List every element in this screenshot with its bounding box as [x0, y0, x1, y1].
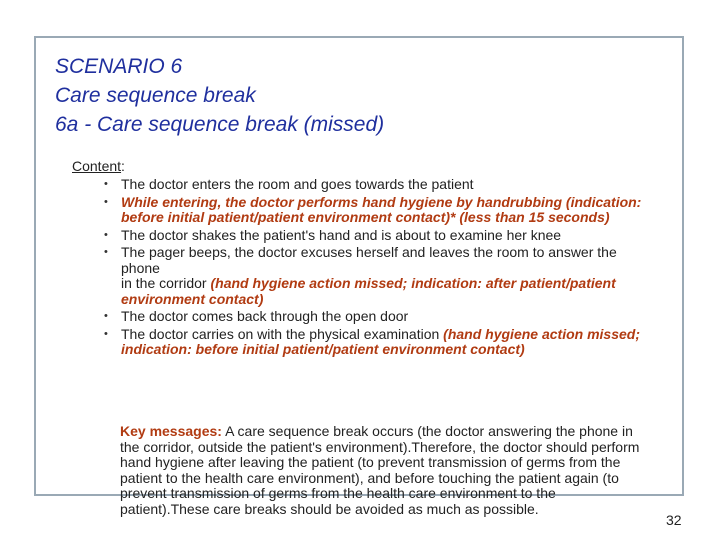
bullet-text-4-note: (hand hygiene action missed; indication: after patient/patient environment contact)	[121, 275, 616, 307]
content-heading	[72, 158, 125, 174]
content-bullet-list	[104, 177, 644, 360]
title-care-sequence: Care sequence break	[55, 84, 256, 107]
key-messages-label: Key messages:	[120, 423, 222, 439]
bullet-icon: •	[104, 327, 108, 340]
list-item	[104, 195, 644, 226]
title-missed: 6a - Care sequence break (missed)	[55, 113, 385, 136]
list-item	[104, 327, 644, 358]
list-item	[104, 245, 644, 307]
bullet-text-1: The doctor enters the room and goes towards the patient	[121, 176, 474, 192]
bullet-text-6-note: (hand hygiene action missed; indication: before initial patient/patient environment contact)	[121, 325, 640, 357]
key-messages	[120, 424, 640, 517]
key-messages-text: A care sequence break occurs (the doctor answering the phone in the corridor, outside the patient's environment).Therefore, the doctor should perform hand hygiene after leaving the patient (to prevent transmission of germs from the patient to the health care environment), and before touching the patient again (to prevent transmission of germs from the health care environment to the patient).These care breaks should be avoided as much as possible.	[120, 423, 640, 517]
bullet-icon: •	[104, 310, 108, 322]
slide-titles	[55, 52, 384, 139]
bullet-text-6: The doctor carries on with the physical examination	[121, 325, 440, 342]
list-item	[104, 309, 644, 325]
bullet-text-3: The doctor shakes the patient's hand and is about to examine her knee	[121, 226, 562, 243]
bullet-icon: •	[104, 228, 108, 241]
bullet-text-5: The doctor comes back through the open door	[121, 308, 409, 324]
list-item	[104, 228, 644, 244]
title-scenario: SCENARIO 6	[55, 55, 183, 78]
bullet-icon: •	[104, 195, 108, 208]
bullet-text-2: While entering, the doctor performs hand hygiene by handrubbing (indication: before initial patient/patient environment contact)* (less than 15 seconds)	[121, 193, 642, 225]
page-number: 32	[666, 512, 682, 528]
bullet-text-4b: in the corridor	[121, 275, 207, 291]
list-item	[104, 177, 644, 193]
content-label-colon: :	[121, 158, 125, 174]
bullet-icon: •	[104, 178, 108, 190]
bullet-text-4: The pager beeps, the doctor excuses herself and leaves the room to answer the phone	[121, 244, 617, 276]
content-label-text: Content	[72, 158, 122, 174]
bullet-icon: •	[104, 246, 108, 258]
